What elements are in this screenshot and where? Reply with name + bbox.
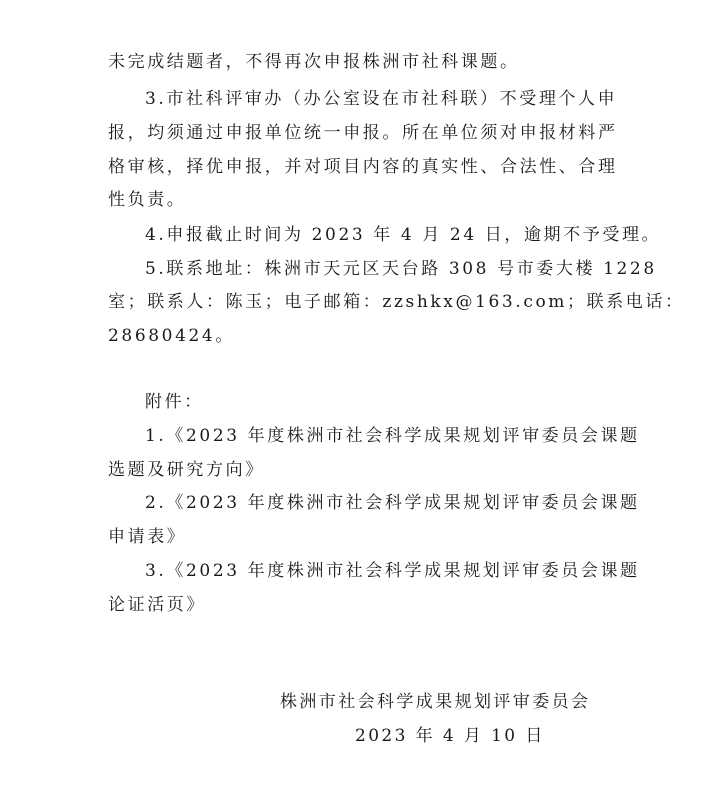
signature-date: 2023 年 4 月 10 日	[355, 726, 545, 746]
paragraph-5-line-3: 28680424。	[108, 326, 235, 346]
signature-organization: 株洲市社会科学成果规划评审委员会	[280, 692, 591, 712]
paragraph-5-line-2: 室；联系人：陈玉；电子邮箱：zzshkx@163.com；联系电话：	[108, 292, 685, 312]
paragraph-3-line-1: 3.市社科评审办（办公室设在市社科联）不受理个人申	[145, 89, 618, 109]
attachment-1-line-1: 1.《2023 年度株洲市社会科学成果规划评审委员会课题	[145, 426, 640, 446]
paragraph-5-line-1: 5.联系地址：株洲市天元区天台路 308 号市委大楼 1228	[145, 259, 657, 279]
paragraph-2-line-1: 未完成结题者，不得再次申报株洲市社科课题。	[108, 52, 520, 72]
attachments-heading: 附件：	[145, 392, 204, 412]
paragraph-3-line-4: 性负责。	[108, 190, 187, 210]
paragraph-3-line-3: 格审核，择优申报，并对项目内容的真实性、合法性、合理	[108, 157, 618, 177]
attachment-3-line-2: 论证活页》	[108, 595, 206, 615]
attachment-3-line-1: 3.《2023 年度株洲市社会科学成果规划评审委员会课题	[145, 561, 640, 581]
paragraph-3-line-2: 报，均须通过申报单位统一申报。所在单位须对申报材料严	[108, 123, 618, 143]
paragraph-4-line-1: 4.申报截止时间为 2023 年 4 月 24 日，逾期不予受理。	[145, 225, 662, 245]
attachment-1-line-2: 选题及研究方向》	[108, 460, 265, 480]
attachment-2-line-2: 申请表》	[108, 527, 187, 547]
attachment-2-line-1: 2.《2023 年度株洲市社会科学成果规划评审委员会课题	[145, 493, 640, 513]
